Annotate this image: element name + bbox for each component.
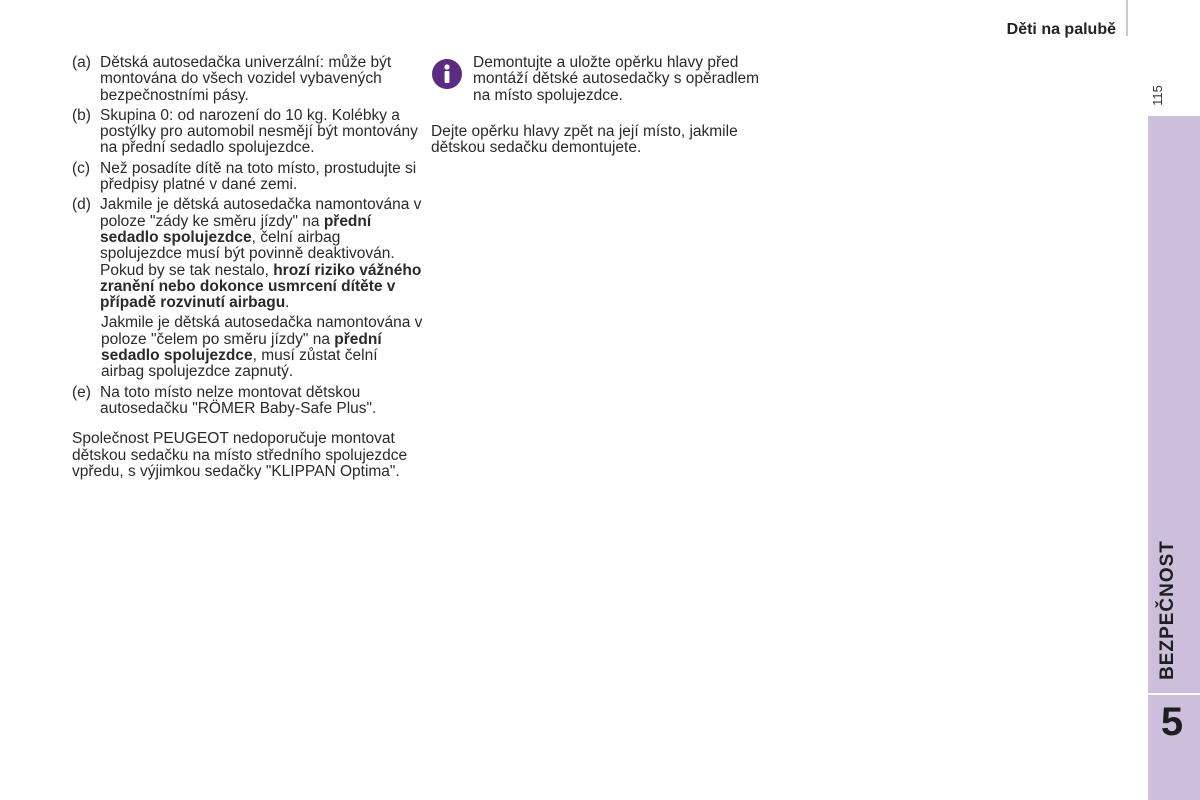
info-text: Demontujte a uložte opěrku hlavy před montáží dětské autosedačky s opěradlem na místo spolujezdce. — [473, 54, 760, 104]
chapter-side-tab — [1148, 116, 1200, 800]
note-d-label: (d) — [72, 196, 91, 214]
note-d-continuation — [72, 315, 424, 380]
note-d-part1: Jakmile je dětská autosedačka namontována v poloze "zády ke směru jízdy" na — [100, 196, 422, 230]
after-info-text: Dejte opěrku hlavy zpět na její místo, jakmile dětskou sedačku demontujete. — [431, 123, 738, 157]
note-d2-part1: Jakmile je dětská autosedačka namontována v poloze "čelem po směru jízdy" na — [101, 314, 423, 348]
note-d-bold1: přední sedadlo spolujezdce — [100, 212, 372, 246]
note-b — [72, 108, 424, 157]
note-d-bold2: hrozí riziko vážného zranění nebo dokonce usmrcení dítěte v případě rozvinutí airbagu — [100, 261, 422, 312]
left-column — [72, 55, 424, 480]
info-icon — [431, 58, 463, 90]
note-d-text — [100, 197, 424, 311]
note-d2-bold: přední sedadlo spolujezdce — [101, 330, 382, 365]
right-column — [431, 55, 776, 157]
note-b-label: (b) — [72, 106, 91, 124]
info-box — [431, 55, 776, 119]
note-d2-part2: , musí zůstat čelní airbag spolujezdce zapnutý. — [101, 347, 378, 381]
note-c-text: Než posadíte dítě na toto místo, prostudujte si předpisy platné v dané zemi. — [100, 159, 417, 194]
note-e-text: Na toto místo nelze montovat dětskou autosedačku "RÖMER Baby-Safe Plus". — [100, 383, 377, 417]
header-divider — [1126, 0, 1128, 36]
note-b-text: Skupina 0: od narození do 10 kg. Kolébky a postýlky pro automobil nesmějí být montovány na přední sedadlo spolujezdce. — [100, 106, 418, 157]
note-e-label: (e) — [72, 383, 91, 401]
page-number-text: 115 — [1149, 84, 1165, 106]
side-tab-divider — [1148, 693, 1200, 695]
note-d — [72, 197, 424, 311]
note-d-part3: . — [285, 294, 290, 312]
closing-paragraph: Společnost PEUGEOT nedoporučuje montovat dětskou sedačku na místo středního spolujezdce vpředu, s výjimkou sedačky "KLIPPAN Optima". — [72, 430, 408, 480]
note-a-text: Dětská autosedačka univerzální: může být montována do všech vozidel vybavených bezpečnostními pásy. — [100, 54, 392, 104]
page-header-title: Děti na palubě — [1006, 21, 1116, 38]
note-d2-text — [101, 315, 424, 380]
section-name: BEZPEČNOST — [1157, 540, 1178, 680]
note-a-label: (a) — [72, 54, 91, 71]
note-d-part2: , čelní airbag spolujezdce musí být povinně deaktivován. Pokud by se tak nestalo, — [100, 228, 395, 279]
note-e — [72, 385, 424, 418]
note-a — [72, 55, 424, 104]
section-name-container — [1148, 528, 1188, 692]
note-c-label: (c) — [72, 159, 91, 177]
page-number — [1145, 80, 1169, 110]
chapter-number: 5 — [1160, 700, 1184, 744]
note-c — [72, 161, 424, 194]
